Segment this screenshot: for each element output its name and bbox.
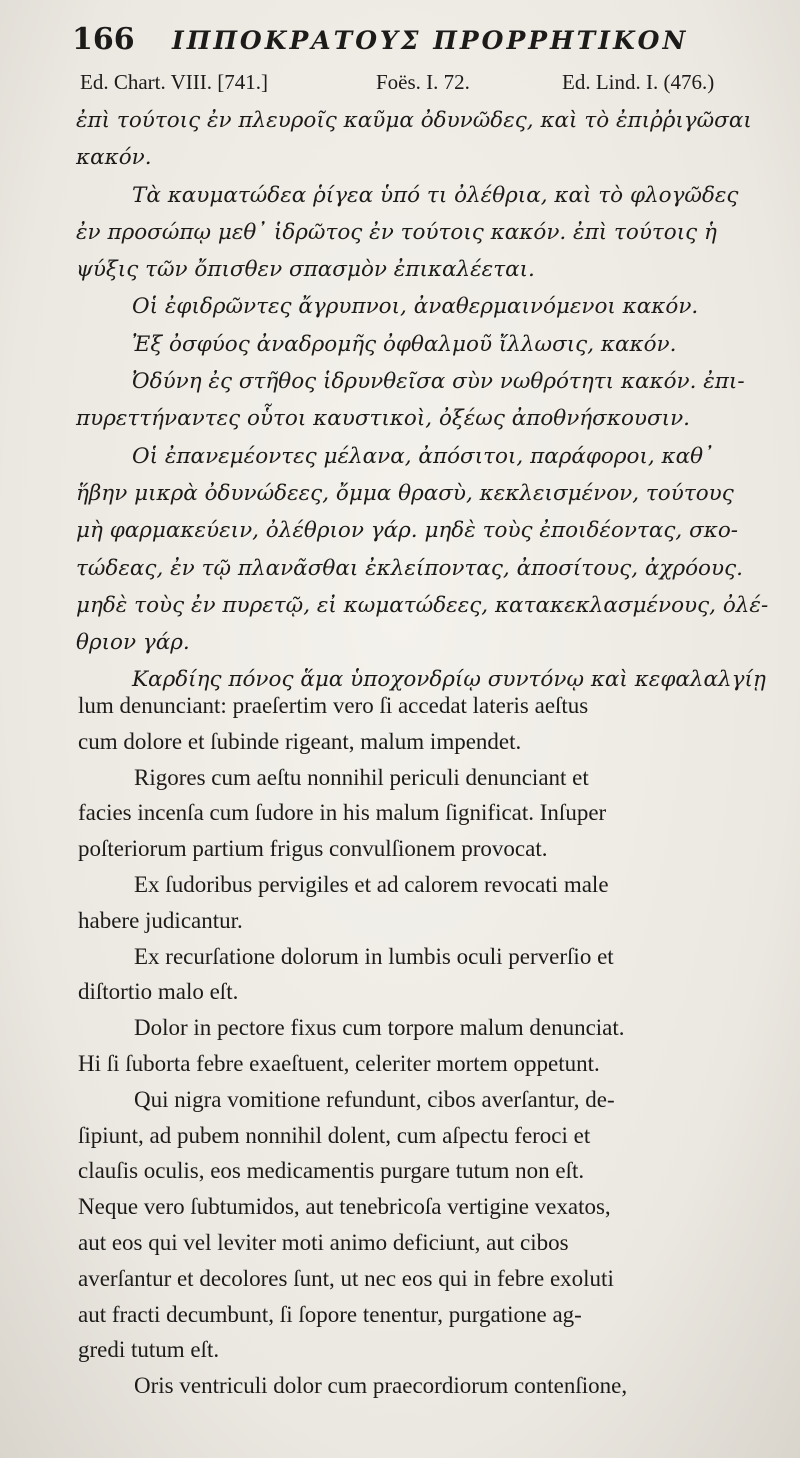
latin-line: gredi tutum eſt. [78, 1337, 220, 1363]
greek-line: Οἱ ἐφιδρῶντες ἄγρυπνοι, ἀναθερμαινόμενοι κακόν. [132, 294, 699, 320]
greek-text-block [76, 102, 769, 699]
greek-line: Ἐξ ὀσφύος ἀναδρομῆς ὀφθαλμοῦ ἴλλωσις, κακόν. [132, 331, 677, 357]
greek-line: ψύξις τῶν ὄπισθεν σπασμὸν ἐπικαλέεται. [76, 257, 535, 283]
latin-line: clauſis oculis, eos medicamentis purgare tutum non eſt. [78, 1158, 585, 1184]
latin-line: aut fracti decumbunt, ſi ſopore tenentur, purgatione ag- [78, 1301, 582, 1327]
edition-references [80, 70, 770, 102]
latin-line: Ex recurſatione dolorum in lumbis oculi perverſio et [134, 943, 614, 969]
greek-line: κακόν. [76, 145, 152, 171]
edition-chart-ref: Ed. Chart. VIII. [741.] [80, 70, 268, 94]
latin-line: lum denunciant: praeſertim vero ſi accedat lateris aeſtus [78, 693, 589, 718]
latin-line: cum dolore et ſubinde rigeant, malum impendet. [78, 728, 522, 754]
latin-line: Dolor in pectore fixus cum torpore malum denunciat. [134, 1015, 625, 1041]
greek-line: ἥβην μικρὰ ὀδυνώδεες, ὄμμα θρασὺ, κεκλεισμένον, τούτους [76, 480, 734, 506]
greek-line: ἐπὶ τούτοις ἐν πλευροῖς καῦμα ὀδυνῶδες, καὶ τὸ ἐπιῤῥιγῶσαι [76, 108, 752, 133]
latin-line: averſantur et decolores ſunt, ut nec eos qui in febre exoluti [78, 1265, 614, 1291]
greek-line: τώδεας, ἐν τῷ πλανᾶσθαι ἐκλείποντας, ἀποσίτους, ἀχρόους. [76, 555, 743, 581]
greek-line: Τὰ καυματώδεα ῥίγεα ὑπό τι ὀλέθρια, καὶ τὸ φλογῶδες [132, 182, 739, 208]
latin-line: aut eos qui vel leviter moti animo deficiunt, aut cibos [78, 1229, 569, 1255]
latin-line: Rigores cum aeſtu nonnihil periculi denunciant et [134, 764, 589, 790]
greek-line: Ὀδύνη ἐς στῆθος ἱδρυνθεῖσα σὺν νωθρότητι κακόν. ἐπι- [132, 369, 745, 395]
edition-lind-ref: Ed. Lind. I. (476.) [562, 70, 715, 94]
greek-line: πυρεττήναντες οὗτοι καυστικοὶ, ὀξέως ἀποθνήσκουσιν. [76, 406, 690, 432]
greek-line: Καρδίης πόνος ἅμα ὑποχονδρίῳ συντόνῳ καὶ κεφαλαλγίῃ [132, 667, 766, 693]
latin-line: Neque vero ſubtumidos, aut tenebricoſa vertigine vexatos, [78, 1194, 611, 1220]
section-divider [78, 672, 768, 673]
latin-line: facies incenſa cum ſudore in his malum ſignificat. Inſuper [78, 800, 607, 826]
latin-line: Qui nigra vomitione refundunt, cibos averſantur, de- [134, 1086, 615, 1112]
latin-line: Hi ſi ſuborta febre exaeſtuent, celeriter mortem oppetunt. [78, 1050, 600, 1076]
greek-line: ἐν προσώπῳ μεθ᾽ ἱδρῶτος ἐν τούτοις κακόν. ἐπὶ τούτοις ἡ [76, 219, 717, 245]
latin-line: Oris ventriculi dolor cum praecordiorum contenſione, [134, 1373, 628, 1399]
running-title: ΙΠΠΟΚΡΑΤΟΥΣ ΠΡΟΡΡΗΤΙΚΟΝ [172, 26, 689, 55]
page-number: 166 [72, 22, 135, 57]
edition-foes-ref: Foës. I. 72. [376, 70, 470, 94]
latin-line: poſteriorum partium frigus convulſionem provocat. [78, 836, 548, 862]
latin-line: diſtortio malo eſt. [78, 979, 239, 1005]
latin-line: Ex ſudoribus pervigiles et ad calorem revocati male [134, 871, 609, 897]
page-header [72, 22, 762, 62]
latin-line: ſipiunt, ad pubem nonnihil dolent, cum aſpectu feroci et [78, 1122, 591, 1148]
greek-line: Οἱ ἐπανεμέοντες μέλανα, ἀπόσιτοι, παράφοροι, καθ᾽ [132, 443, 714, 469]
greek-line: μὴ φαρμακεύειν, ὀλέθριον γάρ. μηδὲ τοὺς ἐποιδέοντας, σκο- [76, 518, 739, 544]
greek-line: μηδὲ τοὺς ἐν πυρετῷ, εἰ κωματώδεες, κατακεκλασμένους, ὀλέ- [76, 592, 769, 618]
latin-text-block [78, 688, 768, 1404]
latin-line: habere judicantur. [78, 907, 243, 933]
greek-line: θριον γάρ. [76, 630, 190, 656]
